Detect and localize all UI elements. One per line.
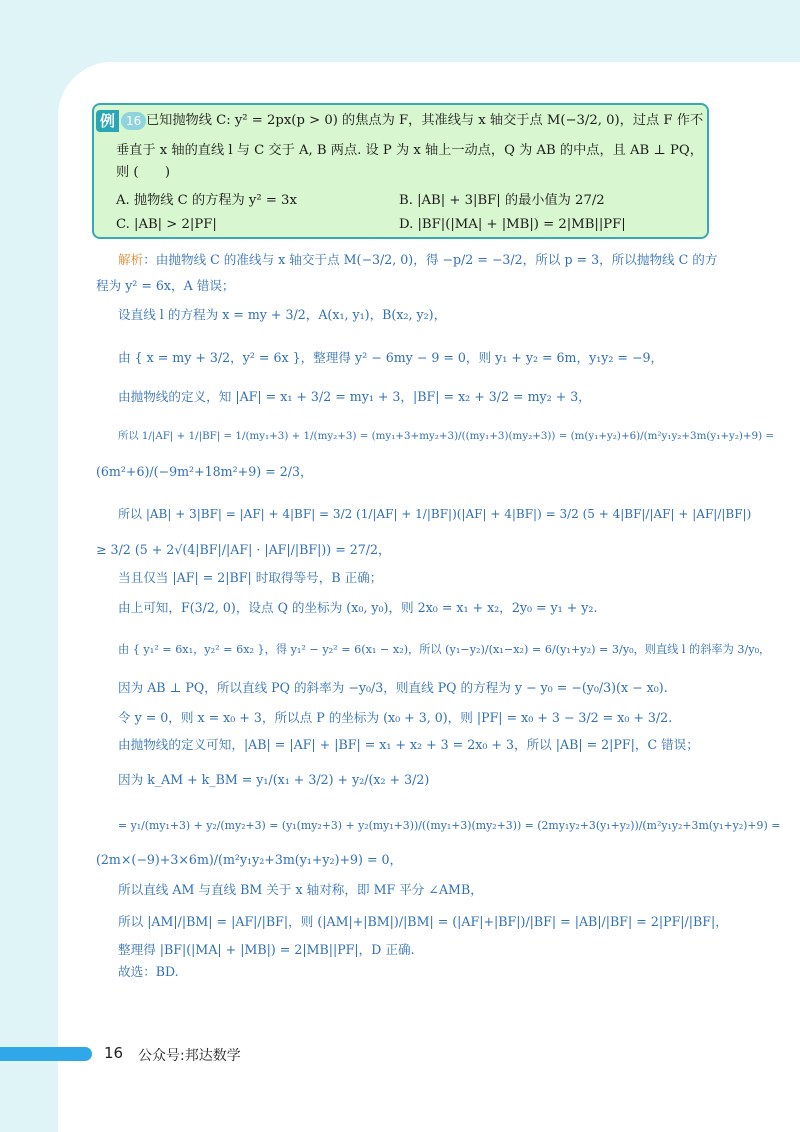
example-badge bbox=[96, 110, 146, 132]
solution-line-2: 程为 y² = 6x，A 错误； bbox=[96, 278, 235, 293]
question-line-2: 垂直于 x 轴的直线 l 与 C 交于 A, B 两点. 设 P 为 x 轴上一动点，Q 为 AB 的中点，且 AB ⊥ PQ， bbox=[116, 143, 703, 158]
question-box bbox=[92, 103, 709, 239]
solution-line-11: 由上可知，F(3/2, 0)，设点 Q 的坐标为 (x₀, y₀)，则 2x₀ = x₁ + x₂，2y₀ = y₁ + y₂. bbox=[118, 600, 598, 615]
example-label: 例 bbox=[96, 110, 119, 132]
question-line-3: 则 ( ) bbox=[116, 165, 171, 180]
solution-line-1 bbox=[118, 250, 717, 270]
solution-line-20: 所以 |AM|/|BM| = |AF|/|BF|，则 (|AM|+|BM|)/|BM| = (|AF|+|BF|)/|BF| = |AB|/|BF| = 2|PF|/|BF|， bbox=[118, 914, 728, 929]
solution-tag: 解析 bbox=[118, 252, 144, 267]
solution-line-9: ≥ 3/2 (5 + 2√(4|BF|/|AF| · |AF|/|BF|)) = 27/2， bbox=[96, 542, 391, 557]
option-d: D. |BF|(|MA| + |MB|) = 2|MB||PF| bbox=[399, 217, 626, 232]
solution-line-5: 由抛物线的定义，知 |AF| = x₁ + 3/2 = my₁ + 3，|BF| = x₂ + 3/2 = my₂ + 3， bbox=[118, 389, 591, 404]
page-number: 16 bbox=[104, 1044, 124, 1062]
option-c: C. |AB| > 2|PF| bbox=[116, 217, 217, 232]
solution-line-3: 设直线 l 的方程为 x = my + 3/2，A(x₁, y₁)，B(x₂, y₂)， bbox=[118, 307, 447, 322]
solution-line-10: 当且仅当 |AF| = 2|BF| 时取得等号，B 正确； bbox=[118, 570, 383, 585]
solution-line-18: (2m×(−9)+3×6m)/(m²y₁y₂+3m(y₁+y₂)+9) = 0， bbox=[96, 852, 403, 867]
solution-line-6: 所以 1/|AF| + 1/|BF| = 1/(my₁+3) + 1/(my₂+3) = (my₁+3+my₂+3)/((my₁+3)(my₂+3)) = (m(y₁+y₂)+6)/(m²y₁y₂+3m(y₁+y₂)+9) = bbox=[118, 430, 775, 442]
solution-line-7: (6m²+6)/(−9m²+18m²+9) = 2/3， bbox=[96, 464, 313, 479]
solution-line-19: 所以直线 AM 与直线 BM 关于 x 轴对称，即 MF 平分 ∠AMB， bbox=[118, 882, 483, 897]
example-number: 16 bbox=[121, 112, 146, 130]
footer-text: 公众号:邦达数学 bbox=[138, 1048, 241, 1064]
footer-bar bbox=[0, 1047, 92, 1061]
solution-line-13: 因为 AB ⊥ PQ，所以直线 PQ 的斜率为 −y₀/3，则直线 PQ 的方程为 y − y₀ = −(y₀/3)(x − x₀). bbox=[118, 680, 668, 695]
solution-line-4: 由 { x = my + 3/2，y² = 6x }，整理得 y² − 6my − 9 = 0，则 y₁ + y₂ = 6m，y₁y₂ = −9， bbox=[118, 350, 664, 365]
solution-line-1-text: ：由抛物线 C 的准线与 x 轴交于点 M(−3/2, 0)，得 −p/2 = −3/2，所以 p = 3，所以抛物线 C 的方 bbox=[143, 252, 718, 267]
option-a: A. 抛物线 C 的方程为 y² = 3x bbox=[116, 193, 297, 208]
solution-line-14: 令 y = 0，则 x = x₀ + 3，所以点 P 的坐标为 (x₀ + 3, 0)，则 |PF| = x₀ + 3 − 3/2 = x₀ + 3/2. bbox=[118, 710, 673, 725]
solution-line-15: 由抛物线的定义可知，|AB| = |AF| + |BF| = x₁ + x₂ + 3 = 2x₀ + 3，所以 |AB| = 2|PF|，C 错误； bbox=[118, 737, 699, 752]
solution-line-12: 由 { y₁² = 6x₁，y₂² = 6x₂ }，得 y₁² − y₂² = 6(x₁ − x₂)，所以 (y₁−y₂)/(x₁−x₂) = 6/(y₁+y₂) = 3/y₀，则直线 l 的斜率为 3/y₀， bbox=[118, 643, 771, 656]
solution-line-8: 所以 |AB| + 3|BF| = |AF| + 4|BF| = 3/2 (1/|AF| + 1/|BF|)(|AF| + 4|BF|) = 3/2 (5 + 4|BF|/|AF| + |AF|/|BF|) bbox=[118, 507, 752, 521]
solution-line-16: 因为 k_AM + k_BM = y₁/(x₁ + 3/2) + y₂/(x₂ + 3/2) bbox=[118, 772, 430, 787]
solution-line-22: 故选：BD. bbox=[118, 964, 179, 979]
solution-line-21: 整理得 |BF|(|MA| + |MB|) = 2|MB||PF|，D 正确. bbox=[118, 942, 415, 957]
question-line-1: 已知抛物线 C: y² = 2px(p > 0) 的焦点为 F，其准线与 x 轴交于点 M(−3/2, 0)，过点 F 作不 bbox=[146, 113, 704, 128]
solution-line-17: = y₁/(my₁+3) + y₂/(my₂+3) = (y₁(my₂+3) + y₂(my₁+3))/((my₁+3)(my₂+3)) = (2my₁y₂+3(y₁+y₂))/(m²y₁y₂+3m(y₁+y₂)+9) = bbox=[118, 819, 781, 832]
option-b: B. |AB| + 3|BF| 的最小值为 27/2 bbox=[399, 193, 605, 208]
